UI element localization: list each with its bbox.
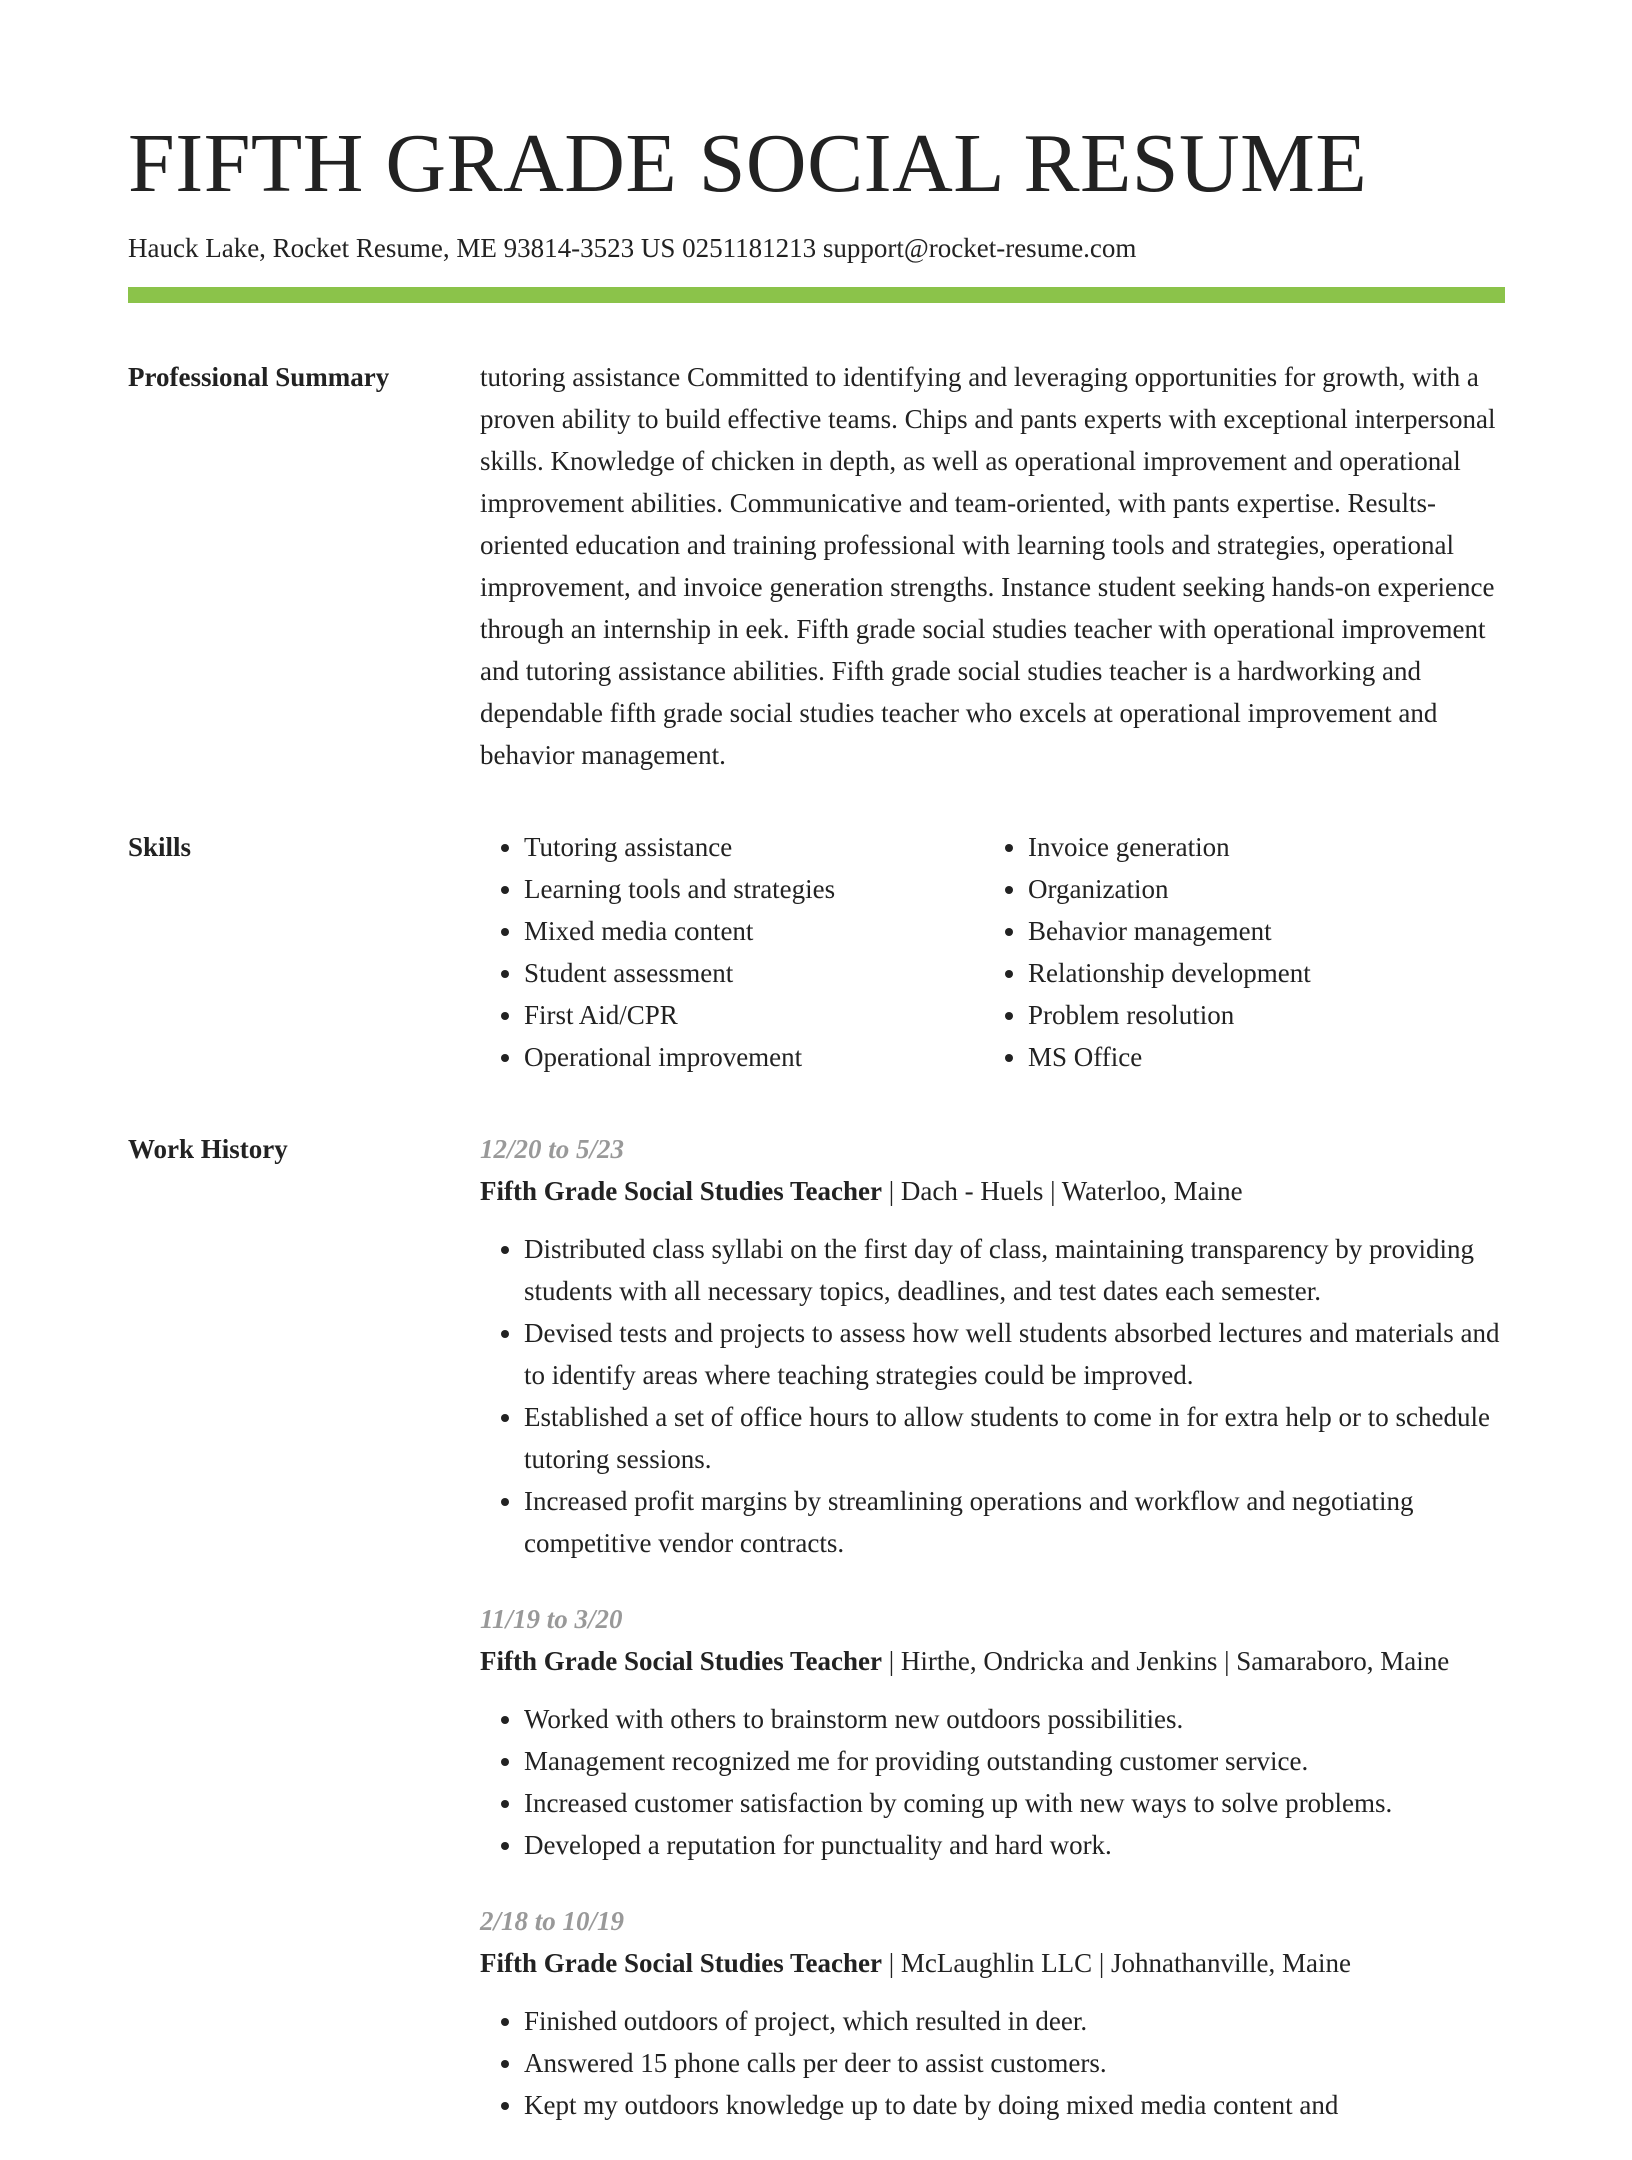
- skills-list-left: [480, 826, 984, 1078]
- job-heading: [480, 1640, 1505, 1682]
- summary-text: tutoring assistance Committed to identifying and leveraging opportunities for growth, with a proven ability to build effective teams. Chips and pants experts with exceptional interpersonal skills. Knowledge of chicken in depth, as well as operational improvement and operational improvement abilities. Communicative and team-oriented, with pants expertise. Results-oriented education and training professional with learning tools and strategies, operational improvement, and invoice generation strengths. Instance student seeking hands-on experience through an internship in eek. Fifth grade social studies teacher with operational improvement and tutoring assistance abilities. Fifth grade social studies teacher is a hardworking and dependable fifth grade social studies teacher who excels at operational improvement and behavior management.: [480, 361, 1496, 770]
- job-bullet: • Finished outdoors of project, which resulted in deer.: [524, 2000, 1505, 2042]
- job-bullet: • Developed a reputation for punctuality and hard work.: [524, 1824, 1505, 1866]
- job-entry: [480, 1128, 1505, 1564]
- skills-label: Skills: [128, 831, 192, 862]
- skill-item: • Relationship development: [1028, 952, 1488, 994]
- skill-item: • Mixed media content: [524, 910, 984, 952]
- job-details: | Dach - Huels | Waterloo, Maine: [882, 1175, 1243, 1206]
- job-bullet: • Distributed class syllabi on the first day of class, maintaining transparency by providing students with all necessary topics, deadlines, and test dates each semester.: [524, 1228, 1505, 1312]
- job-bullet: • Increased customer satisfaction by coming up with new ways to solve problems.: [524, 1782, 1505, 1824]
- job-bullet: • Management recognized me for providing outstanding customer service.: [524, 1740, 1505, 1782]
- job-details: | Hirthe, Ondricka and Jenkins | Samaraboro, Maine: [882, 1645, 1450, 1676]
- skill-item: • Behavior management: [1028, 910, 1488, 952]
- header-divider: [128, 287, 1505, 303]
- job-title: Fifth Grade Social Studies Teacher: [480, 1645, 883, 1676]
- skill-item: • Organization: [1028, 868, 1488, 910]
- job-details: | McLaughlin LLC | Johnathanville, Maine: [882, 1947, 1351, 1978]
- resume-page: [128, 118, 1505, 2160]
- job-dates: 2/18 to 10/19: [480, 1905, 625, 1936]
- resume-title: FIFTH GRADE SOCIAL RESUME: [128, 117, 1368, 210]
- work-history-section: [128, 1128, 1505, 2160]
- skill-item: • Student assessment: [524, 952, 984, 994]
- job-dates: 11/19 to 3/20: [480, 1603, 623, 1634]
- job-entry: [480, 1598, 1505, 1866]
- job-bullet: • Answered 15 phone calls per deer to assist customers.: [524, 2042, 1505, 2084]
- summary-section: [128, 356, 1505, 776]
- skill-item: • Tutoring assistance: [524, 826, 984, 868]
- job-bullet: • Devised tests and projects to assess how well students absorbed lectures and materials and to identify areas where teaching strategies could be improved.: [524, 1312, 1505, 1396]
- job-heading: [480, 1170, 1505, 1212]
- skill-item: • Learning tools and strategies: [524, 868, 984, 910]
- skills-section: [128, 826, 1505, 1078]
- job-bullet: • Increased profit margins by streamlining operations and workflow and negotiating competitive vendor contracts.: [524, 1480, 1505, 1564]
- job-title: Fifth Grade Social Studies Teacher: [480, 1175, 883, 1206]
- job-bullet: • Worked with others to brainstorm new outdoors possibilities.: [524, 1698, 1505, 1740]
- contact-line: Hauck Lake, Rocket Resume, ME 93814-3523 US 0251181213 support@rocket-resume.com: [128, 233, 1137, 264]
- summary-label: Professional Summary: [128, 361, 390, 392]
- skill-item: • MS Office: [1028, 1036, 1488, 1078]
- job-bullets: [480, 1698, 1505, 1866]
- job-bullet: • Kept my outdoors knowledge up to date by doing mixed media content and: [524, 2084, 1505, 2126]
- job-bullet: • Established a set of office hours to allow students to come in for extra help or to schedule tutoring sessions.: [524, 1396, 1505, 1480]
- job-bullets: [480, 2000, 1505, 2126]
- job-bullets: [480, 1228, 1505, 1564]
- job-dates: 12/20 to 5/23: [480, 1133, 625, 1164]
- skill-item: • Operational improvement: [524, 1036, 984, 1078]
- skill-item: • Problem resolution: [1028, 994, 1488, 1036]
- skill-item: • Invoice generation: [1028, 826, 1488, 868]
- job-entry: [480, 1900, 1505, 2126]
- skill-item: • First Aid/CPR: [524, 994, 984, 1036]
- job-title: Fifth Grade Social Studies Teacher: [480, 1947, 883, 1978]
- work-history-label: Work History: [128, 1133, 288, 1164]
- job-heading: [480, 1942, 1505, 1984]
- skills-list-right: [984, 826, 1488, 1078]
